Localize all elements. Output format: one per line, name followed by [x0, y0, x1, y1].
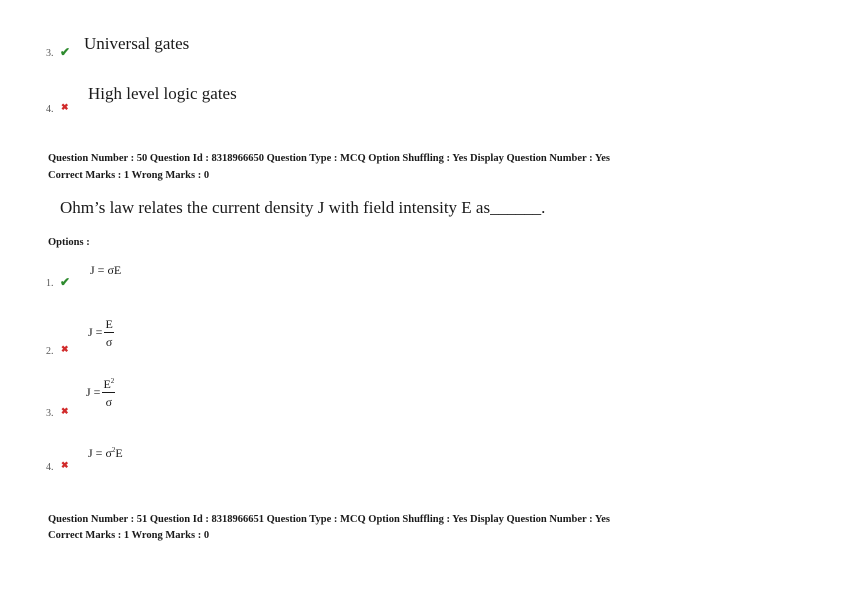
option-number: 1.	[46, 278, 54, 289]
check-icon: ✔	[60, 275, 71, 289]
option-formula: J = σE	[90, 263, 122, 277]
formula-lhs: J =	[86, 384, 101, 399]
cross-icon: ✖	[61, 406, 69, 416]
question-text: Ohm’s law relates the current density J with field intensity E as______.	[60, 198, 546, 217]
option-number: 2.	[46, 346, 54, 357]
cross-icon: ✖	[61, 460, 69, 470]
denominator: σ	[105, 395, 113, 409]
question-meta: Question Number : 50 Question Id : 8318966650 Question Type : MCQ Option Shuffling : Yes Display Question Number : Yes	[48, 153, 611, 164]
question-meta: Question Number : 51 Question Id : 8318966651 Question Type : MCQ Option Shuffling : Yes Display Question Number : Yes	[48, 514, 611, 525]
cross-icon: ✖	[61, 102, 69, 112]
option-text: High level logic gates	[88, 84, 237, 103]
question-marks: Correct Marks : 1 Wrong Marks : 0	[48, 530, 210, 541]
numerator: E	[105, 317, 113, 331]
denominator: σ	[105, 335, 113, 349]
option-number: 4.	[46, 104, 54, 115]
option-formula	[86, 378, 115, 408]
options-label: Options :	[48, 237, 90, 248]
option-formula	[88, 318, 114, 348]
option-number: 3.	[46, 408, 54, 419]
option-number: 4.	[46, 462, 54, 473]
numerator: $E^2$	[103, 377, 115, 391]
option-text: Universal gates	[84, 34, 190, 53]
option-number: 3.	[46, 48, 54, 59]
question-marks: Correct Marks : 1 Wrong Marks : 0	[48, 170, 210, 181]
formula-lhs: J =	[88, 324, 103, 339]
fraction	[102, 378, 115, 408]
option-formula: $J = \sigma^2E$	[88, 446, 123, 460]
check-icon: ✔	[60, 45, 71, 59]
cross-icon: ✖	[61, 344, 69, 354]
fraction	[104, 318, 113, 348]
